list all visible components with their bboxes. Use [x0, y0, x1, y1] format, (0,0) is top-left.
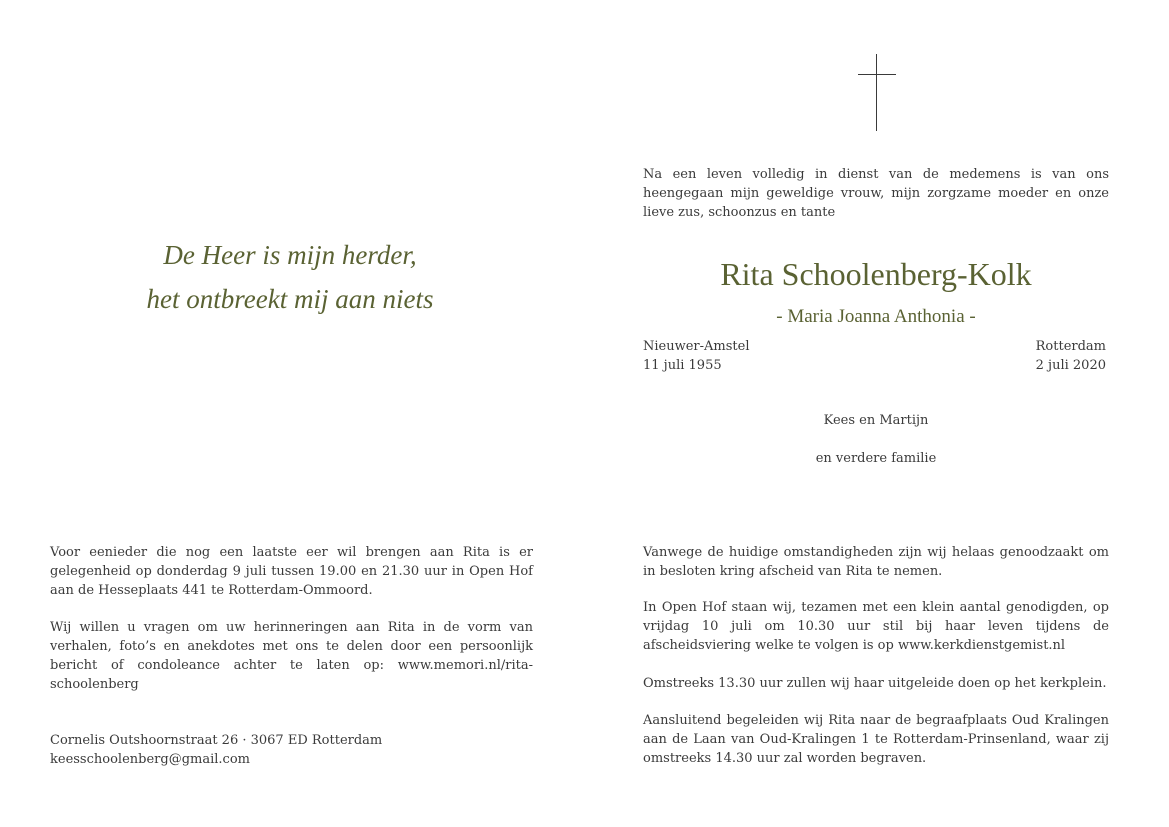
cross-icon-bar	[858, 74, 896, 75]
birth-info	[643, 337, 750, 375]
email-address: keesschoolenberg@gmail.com	[50, 752, 250, 767]
memories-paragraph: Wij willen u vragen om uw herinneringen aan Rita in de vorm van verhalen, foto’s en anekdotes met ons te delen door een persoonlijk bericht of condoleance achter te laten op: www.memori.nl/rita-schoolenberg	[50, 620, 533, 692]
memories-text	[50, 618, 533, 694]
address-line: Cornelis Outshoornstraat 26 · 3067 ED Rotterdam	[50, 733, 383, 748]
ceremony-paragraph-1	[643, 543, 1109, 581]
bible-quote	[60, 233, 520, 321]
ceremony-text-4: Aansluitend begeleiden wij Rita naar de begraafplaats Oud Kralingen aan de Laan van Oud-Kralingen 1 te Rotterdam-Prinsenland, waar zij omstreeks 14.30 uur zal worden begraven.	[643, 713, 1109, 766]
contact-address	[50, 731, 533, 769]
visitation-paragraph: Voor eenieder die nog een laatste eer wil brengen aan Rita is er gelegenheid op donderdag 9 juli tussen 19.00 en 21.30 uur in Open Hof aan de Hesseplaats 441 te Rotterdam-Ommoord.	[50, 545, 533, 598]
announcement-intro: Na een leven volledig in dienst van de medemens is van ons heengegaan mijn geweldige vrouw, mijn zorgzame moeder en onze lieve zus, schoonzus en tante	[643, 167, 1109, 220]
quote-line-1: De Heer is mijn herder,	[163, 240, 417, 270]
ceremony-paragraph-4	[643, 711, 1109, 768]
death-date: 2 juli 2020	[1035, 358, 1106, 373]
death-info	[1036, 337, 1106, 375]
deceased-full-name: - Maria Joanna Anthonia -	[776, 306, 976, 327]
ceremony-paragraph-2	[643, 598, 1109, 655]
birth-place: Nieuwer-Amstel	[643, 339, 750, 354]
extended-family: en verdere familie	[815, 451, 937, 466]
cross-icon	[876, 54, 877, 131]
visitation-text	[50, 543, 533, 600]
ceremony-text-2: In Open Hof staan wij, tezamen met een klein aantal genodigden, op vrijdag 10 juli om 10.30 uur stil bij haar leven tijdens de afscheidsviering welke te volgen is op www.kerkdienstgemist.nl	[643, 600, 1109, 653]
deceased-name: Rita Schoolenberg-Kolk	[720, 256, 1032, 292]
death-place: Rotterdam	[1035, 339, 1106, 354]
birth-date: 11 juli 1955	[643, 358, 722, 373]
ceremony-paragraph-3	[643, 674, 1109, 693]
ceremony-text-3: Omstreeks 13.30 uur zullen wij haar uitgeleide doen op het kerkplein.	[643, 676, 1107, 691]
ceremony-text-1: Vanwege de huidige omstandigheden zijn wij helaas genoodzaakt om in besloten kring afscheid van Rita te nemen.	[643, 545, 1109, 579]
family-names: Kees en Martijn	[823, 413, 929, 428]
quote-line-2: het ontbreekt mij aan niets	[146, 284, 434, 314]
